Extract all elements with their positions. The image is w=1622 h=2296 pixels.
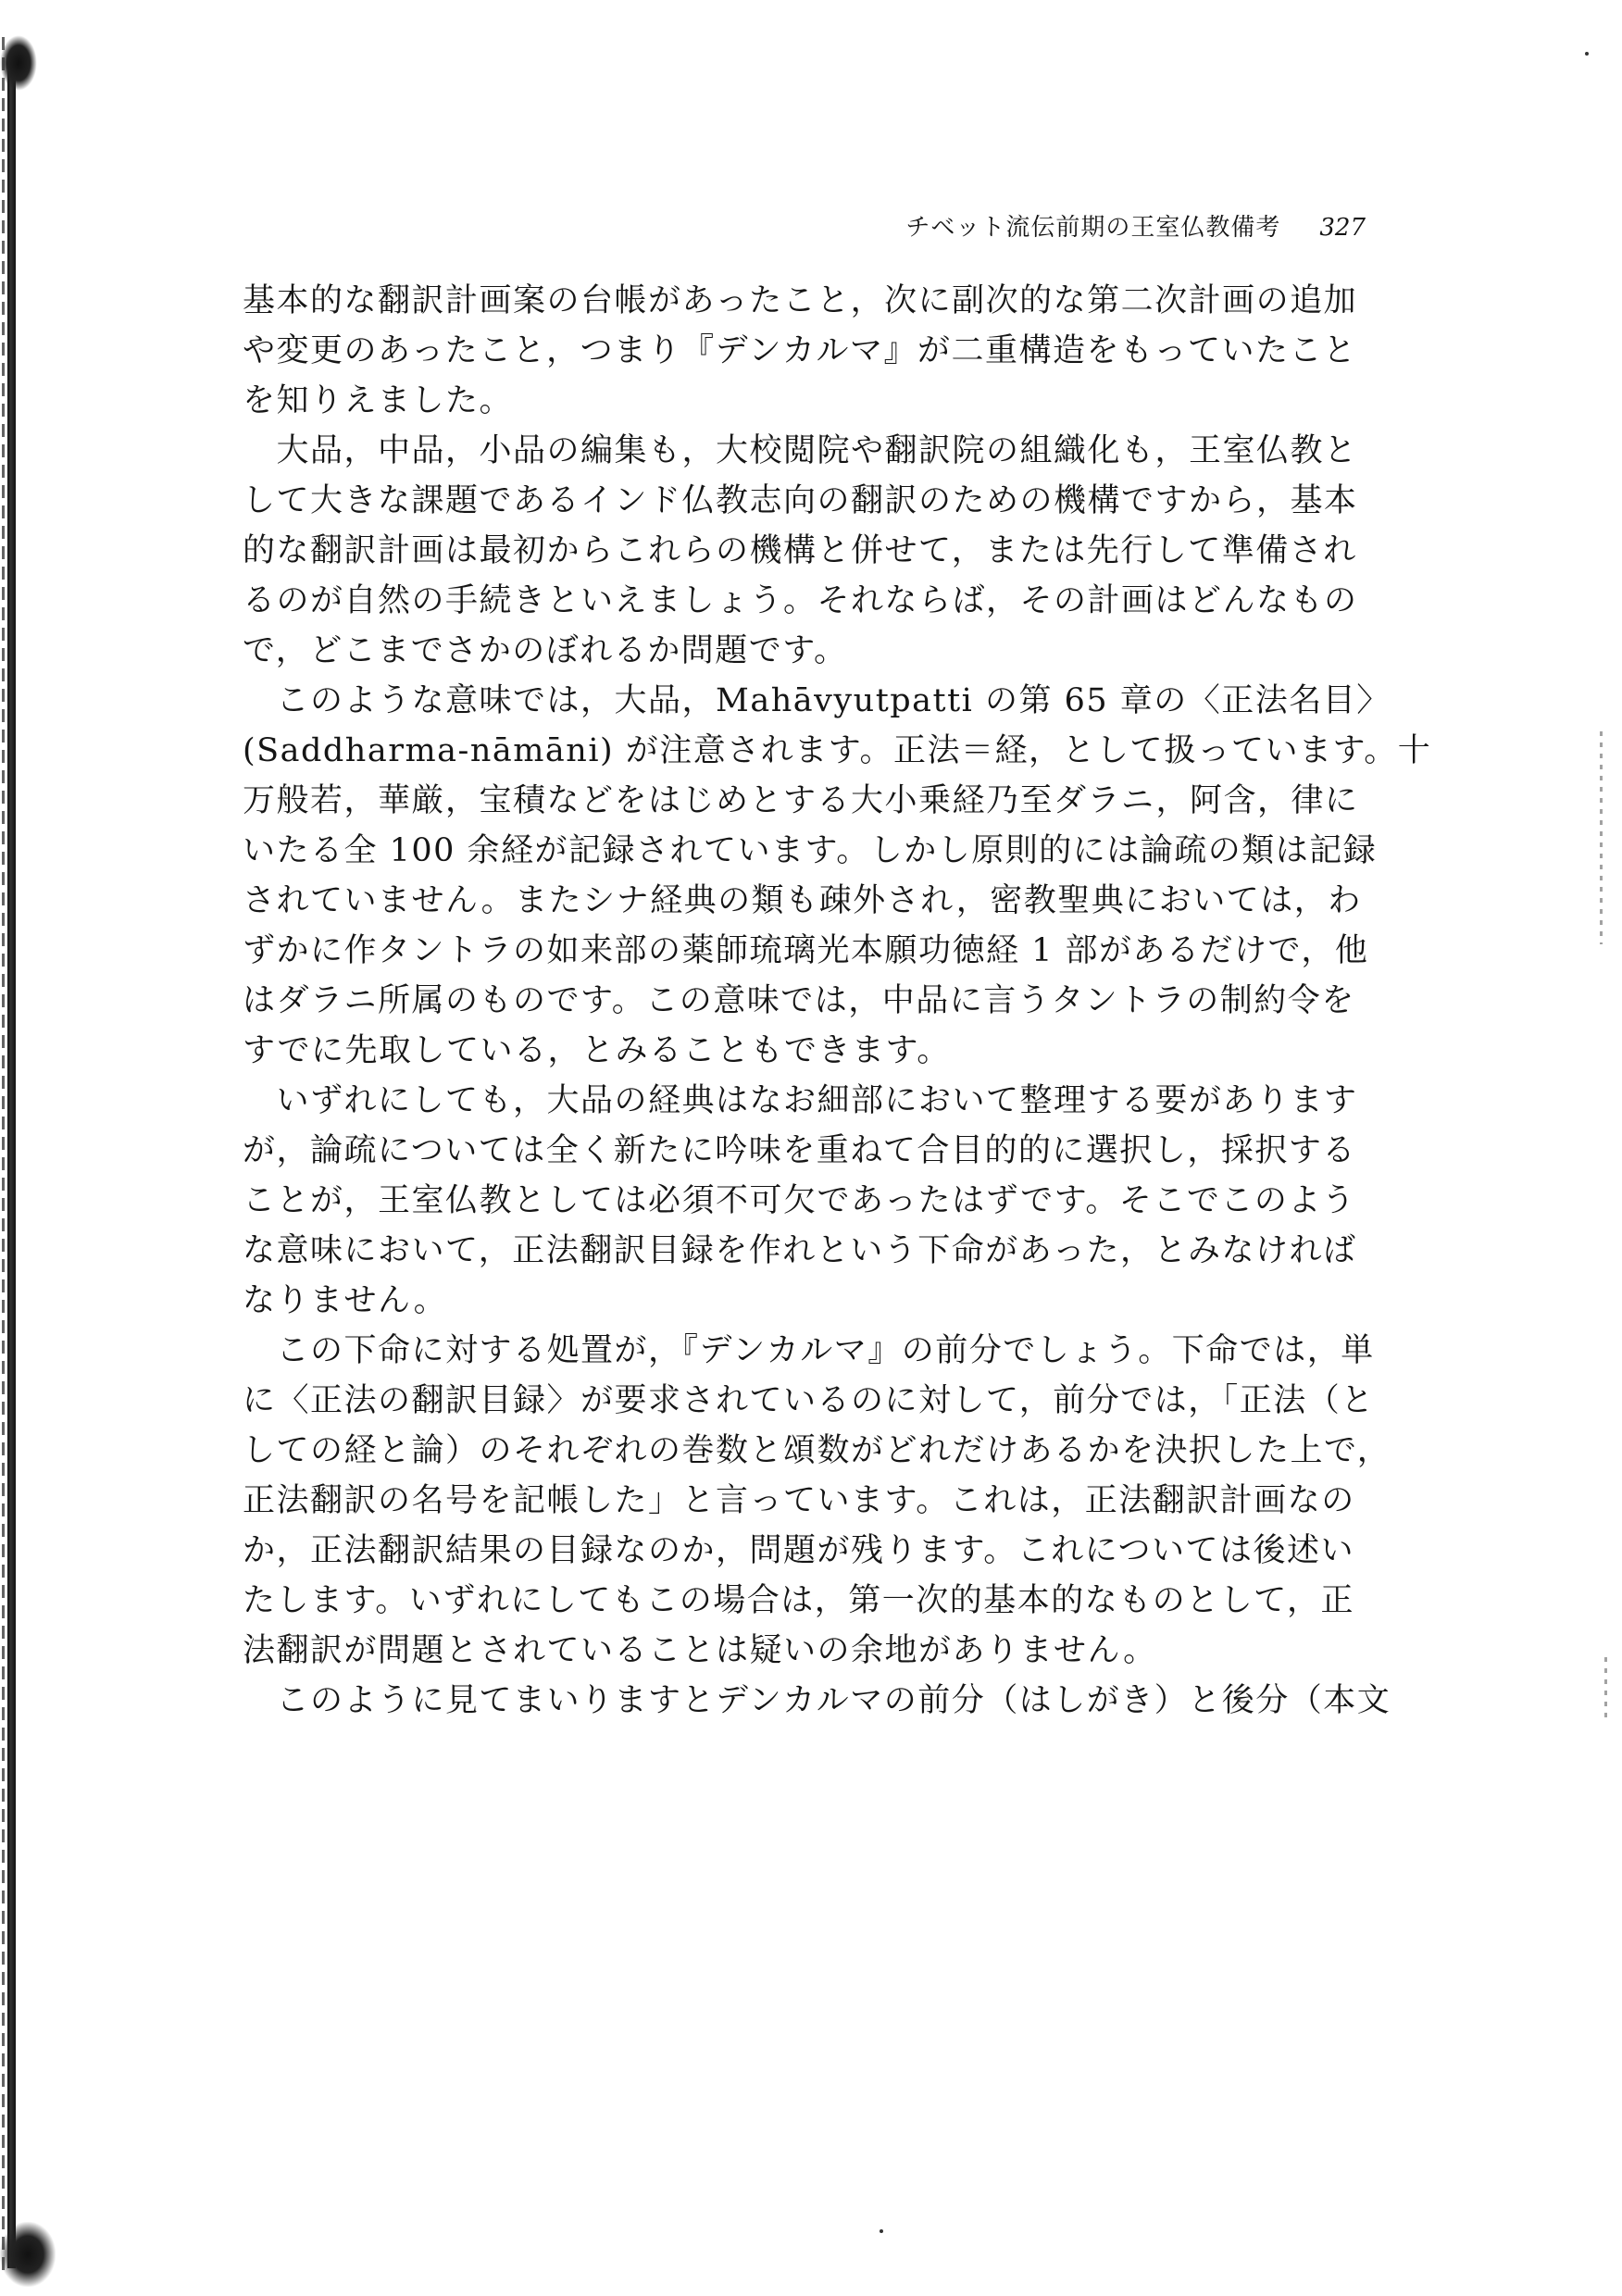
text-line: いずれにしても，大品の経典はなお細部において整理する要があります: [243, 1082, 1358, 1119]
margin-speckle-right-lower: [1604, 1657, 1607, 1722]
scan-binding-edge: [0, 0, 65, 2296]
text-line: なりません。: [243, 1282, 448, 1319]
running-head-title: チベット流伝前期の王室仏教備考: [905, 214, 1281, 242]
text-line: や変更のあったこと，つまり『デンカルマ』が二重構造をもっていたこと: [243, 332, 1357, 369]
scan-dot: [1585, 52, 1589, 56]
text-line: が，論疏については全く新たに吟味を重ねて合目的的に選択し，採択する: [243, 1132, 1356, 1169]
text-line: されていません。またシナ経典の類も疎外され，密教聖典においては，わ: [243, 882, 1362, 919]
page-number: 327: [1319, 214, 1366, 242]
text-line: か，正法翻訳結果の目録なのか，問題が残ります。これについては後述い: [243, 1532, 1355, 1569]
scan-dot: [880, 2229, 883, 2233]
text-line: たします。いずれにしてもこの場合は，第一次的基本的なものとして，正: [243, 1582, 1355, 1619]
text-line: を知りえました。: [243, 382, 514, 419]
text-line: このように見てまいりますとデンカルマの前分（はしがき）と後分（本文: [243, 1682, 1391, 1719]
running-head: [241, 211, 1366, 244]
text-line: して大きな課題であるインド仏教志向の翻訳のための機構ですから，基本: [243, 482, 1358, 519]
text-line: 大品，中品，小品の編集も，大校閲院や翻訳院の組織化も，王室仏教と: [243, 432, 1358, 469]
binding-shadow-line: [7, 65, 16, 2268]
text-line: 正法翻訳の名号を記帳した」と言っています。これは，正法翻訳計画なの: [243, 1482, 1355, 1519]
text-line: ずかに作タントラの如来部の薬師琉璃光本願功徳経 1 部があるだけで，他: [243, 932, 1369, 969]
text-line: このような意味では，大品，Mahāvyutpatti の第 65 章の〈正法名目〉: [243, 682, 1391, 719]
text-line: はダラニ所属のものです。この意味では，中品に言うタントラの制約令を: [243, 982, 1355, 1019]
text-line: 法翻訳が問題とされていることは疑いの余地がありません。: [243, 1632, 1157, 1669]
text-line: すでに先取している，とみることもできます。: [243, 1032, 951, 1069]
text-line: な意味において，正法翻訳目録を作れという下命があった，とみなければ: [243, 1232, 1357, 1269]
body-text: [243, 276, 1432, 1726]
text-line: に〈正法の翻訳目録〉が要求されているのに対して，前分では，「正法（と: [243, 1382, 1375, 1419]
text-line: 基本的な翻訳計画案の台帳があったこと，次に副次的な第二次計画の追加: [243, 282, 1358, 319]
text-line: 的な翻訳計画は最初からこれらの機構と併せて，または先行して準備され: [243, 532, 1357, 569]
text-line: で，どこまでさかのぼれるか問題です。: [243, 632, 848, 669]
binding-shadow-dashed: [2, 37, 5, 2277]
text-line: るのが自然の手続きといえましょう。それならば，その計画はどんなもの: [243, 582, 1358, 619]
margin-speckle-right: [1600, 731, 1603, 944]
binding-blot-bottom: [0, 2222, 56, 2287]
text-line: しての経と論）のそれぞれの巻数と頌数がどれだけあるかを決択した上で，: [243, 1432, 1391, 1469]
text-line: いたる全 100 余経が記録されています。しかし原則的には論疏の類は記録: [243, 832, 1378, 869]
binding-blot-top: [0, 35, 37, 91]
text-line: この下命に対する処置が，『デンカルマ』の前分でしょう。下命では，単: [243, 1332, 1375, 1369]
text-line: ことが，王室仏教としては必須不可欠であったはずです。そこでこのよう: [243, 1182, 1356, 1219]
text-line: (Saddharma-nāmāni) が注意されます。正法＝経，として扱っています。十: [243, 732, 1432, 769]
text-line: 万般若，華厳，宝積などをはじめとする大小乗経乃至ダラニ，阿含，律に: [243, 782, 1359, 819]
